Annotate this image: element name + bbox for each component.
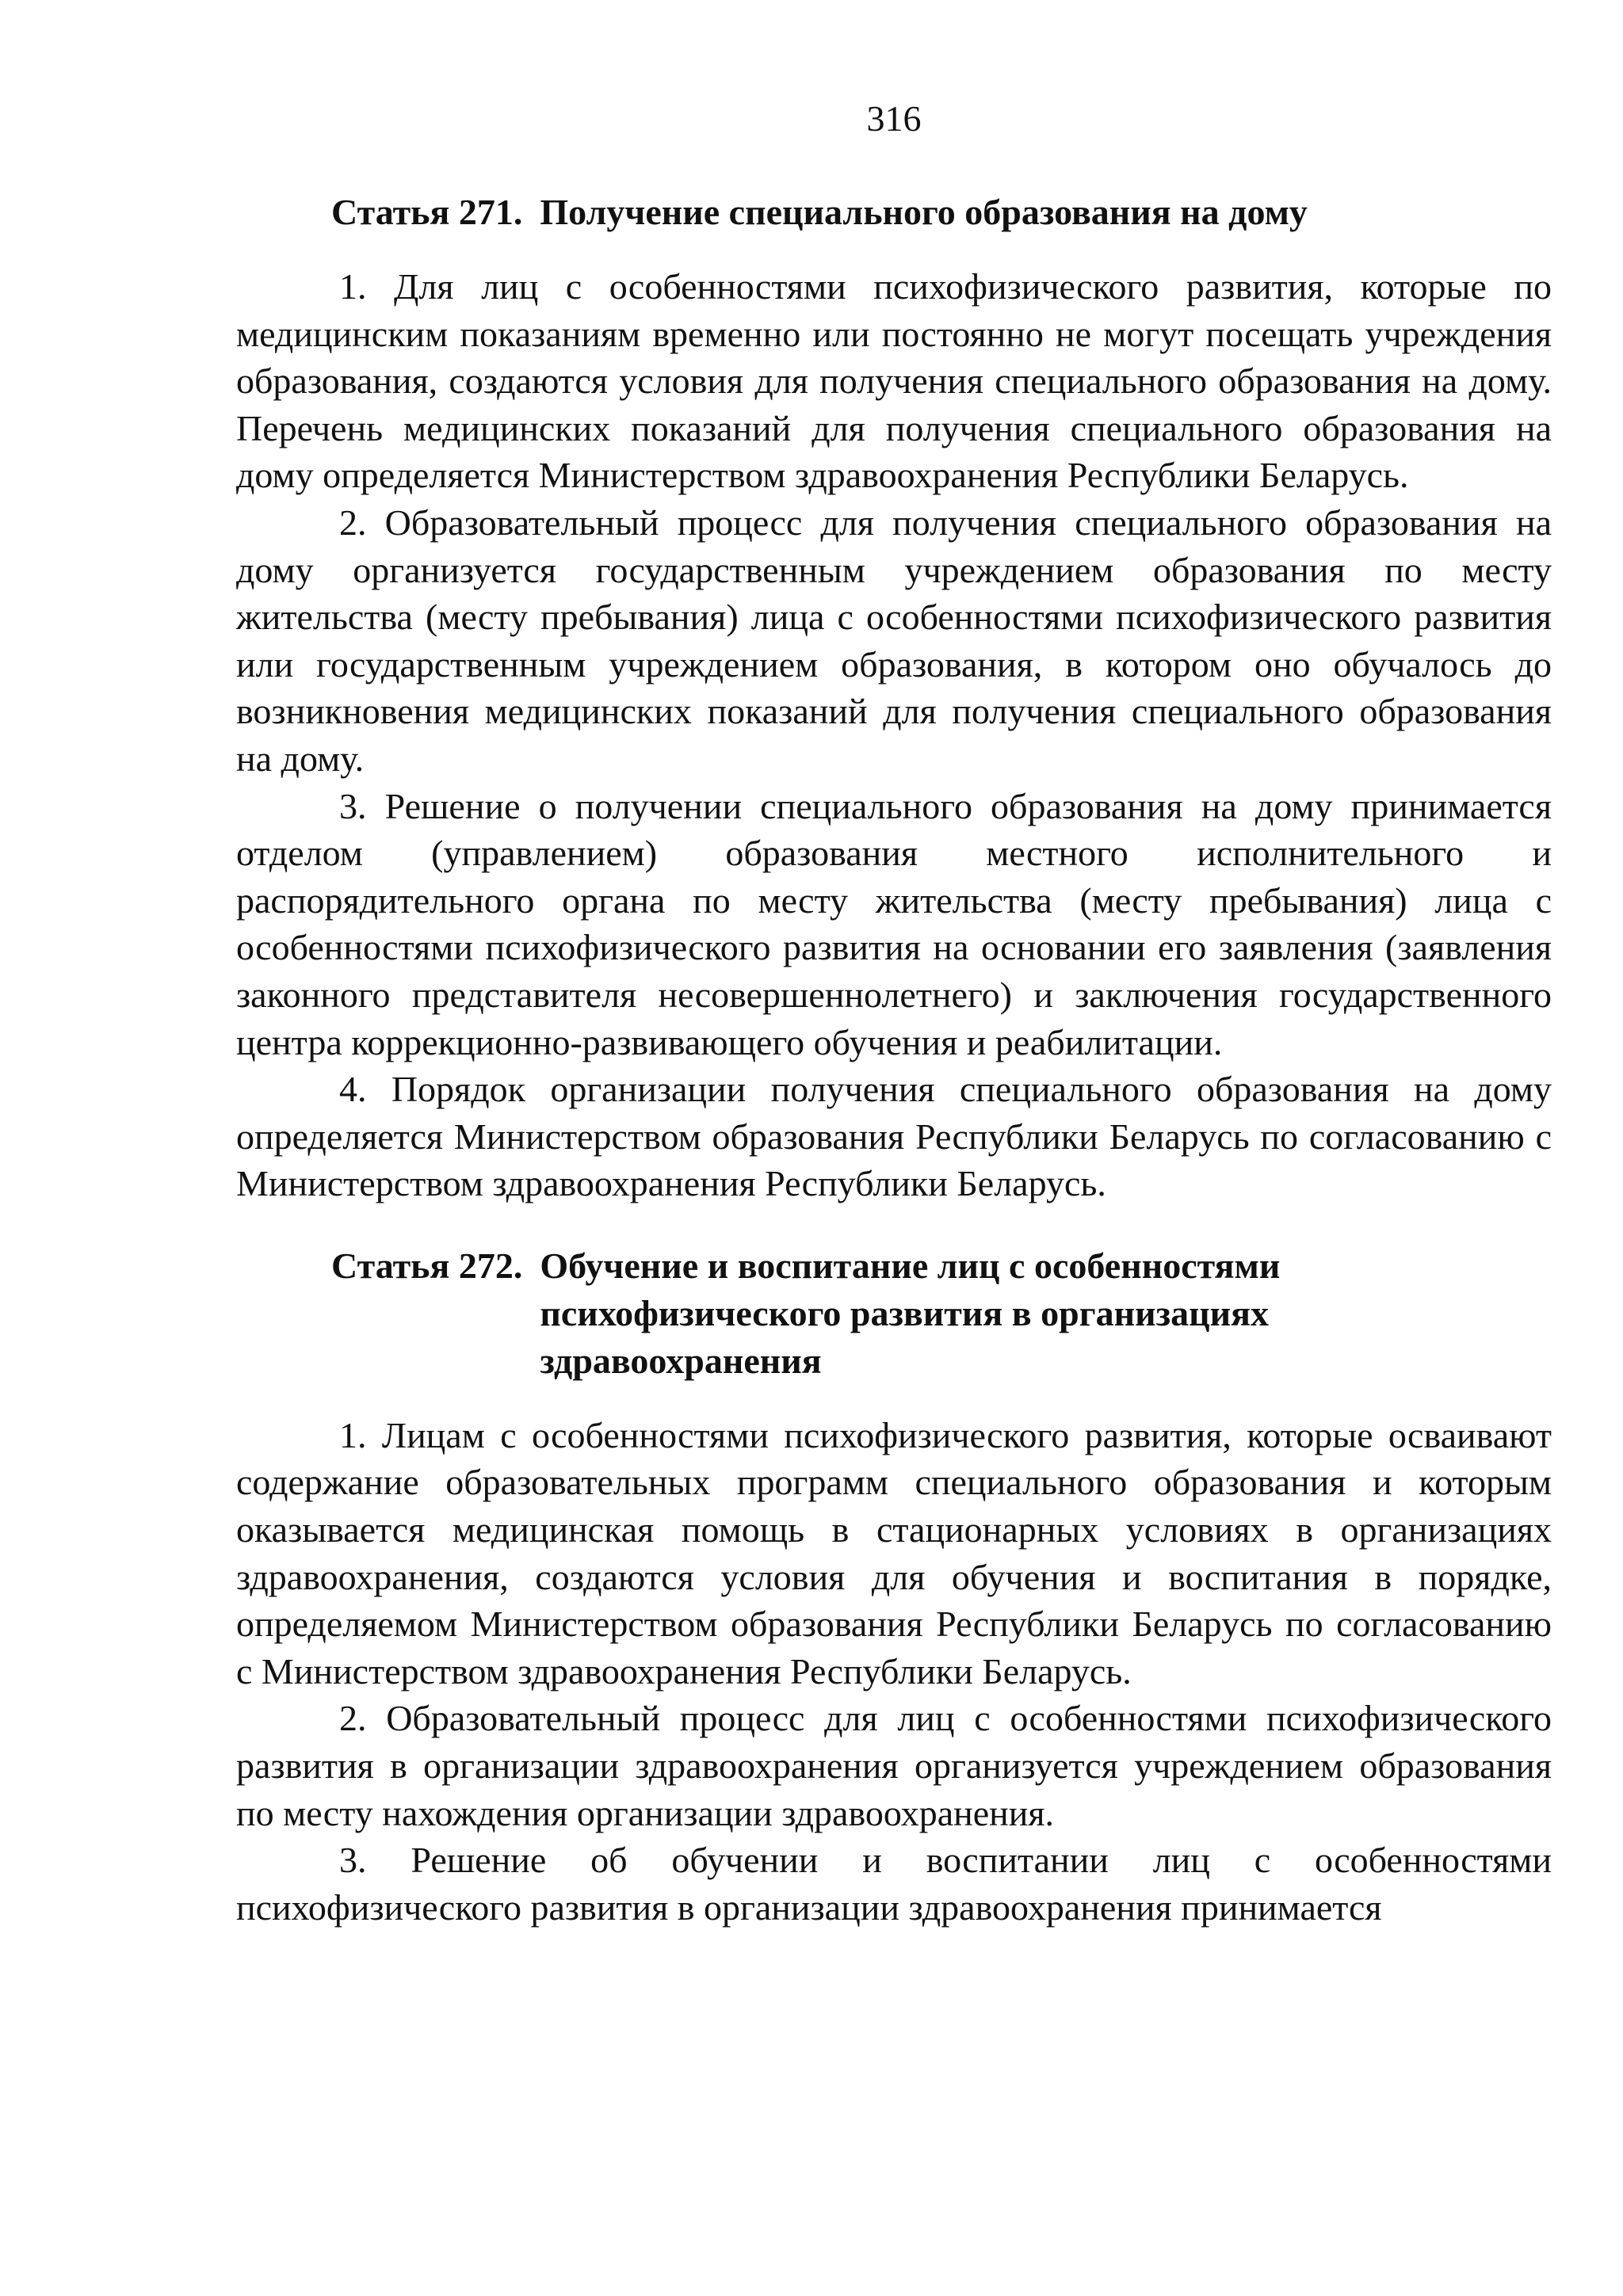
- article-271-number: Статья 271.: [331, 192, 523, 232]
- article-271-paragraph-4: 4. Порядок организации получения специального образования на дому определяется Министерством образования Республики Беларусь по согласованию с Министерством здравоохранения Республики Беларусь.: [236, 1069, 1552, 1204]
- article-271-paragraph-3: 3. Решение о получении специального образования на дому принимается отделом (управлением) образования местного исполнительного и распорядительного органа по месту жительства (месту пребывания) лица с особенностями психофизического развития на основании его заявления (заявления законного представителя несовершеннолетнего) и заключения государственного центра коррекционно-развивающего обучения и реабилитации.: [236, 785, 1552, 1062]
- article-271-heading: [236, 189, 1552, 236]
- article-272-title: Обучение и воспитание лиц с особенностями психофизического развития в организациях здравоохранения: [540, 1245, 1281, 1381]
- article-271-title: Получение специального образования на дому: [540, 192, 1308, 232]
- article-272-number: Статья 272.: [331, 1245, 523, 1286]
- article-271-paragraph-2: 2. Образовательный процесс для получения специального образования на дому организуется государственным учреждением образования по месту жительства (месту пребывания) лица с особенностями психофизического развития или государственным учреждением образования, в котором оно обучалось до возникновения медицинских показаний для получения специального образования на дому.: [236, 502, 1552, 779]
- document-page: [236, 79, 1552, 1931]
- article-272-paragraph-2: 2. Образовательный процесс для лиц с особенностями психофизического развития в организации здравоохранения организуется учреждением образования по месту нахождения организации здравоохранения.: [236, 1698, 1552, 1833]
- page-number: 316: [866, 98, 922, 139]
- article-272-paragraph-3: 3. Решение об обучении и воспитании лиц с особенностями психофизического развития в организации здравоохранения принимается: [236, 1840, 1552, 1928]
- section-gap: [236, 1207, 1552, 1242]
- article-272-heading: [236, 1242, 1552, 1385]
- article-271-paragraph-1: 1. Для лиц с особенностями психофизического развития, которые по медицинским показаниям временно или постоянно не могут посещать учреждения образования, создаются условия для получения специального образования на дому. Перечень медицинских показаний для получения специального образования на дому определяется Министерством здравоохранения Республики Беларусь.: [236, 266, 1552, 496]
- article-272-paragraph-1: 1. Лицам с особенностями психофизического развития, которые осваивают содержание образовательных программ специального образования и которым оказывается медицинская помощь в стационарных условиях в организациях здравоохранения, создаются условия для обучения и воспитания в порядке, определяемом Министерством образования Республики Беларусь по согласованию с Министерством здравоохранения Республики Беларусь.: [236, 1414, 1552, 1691]
